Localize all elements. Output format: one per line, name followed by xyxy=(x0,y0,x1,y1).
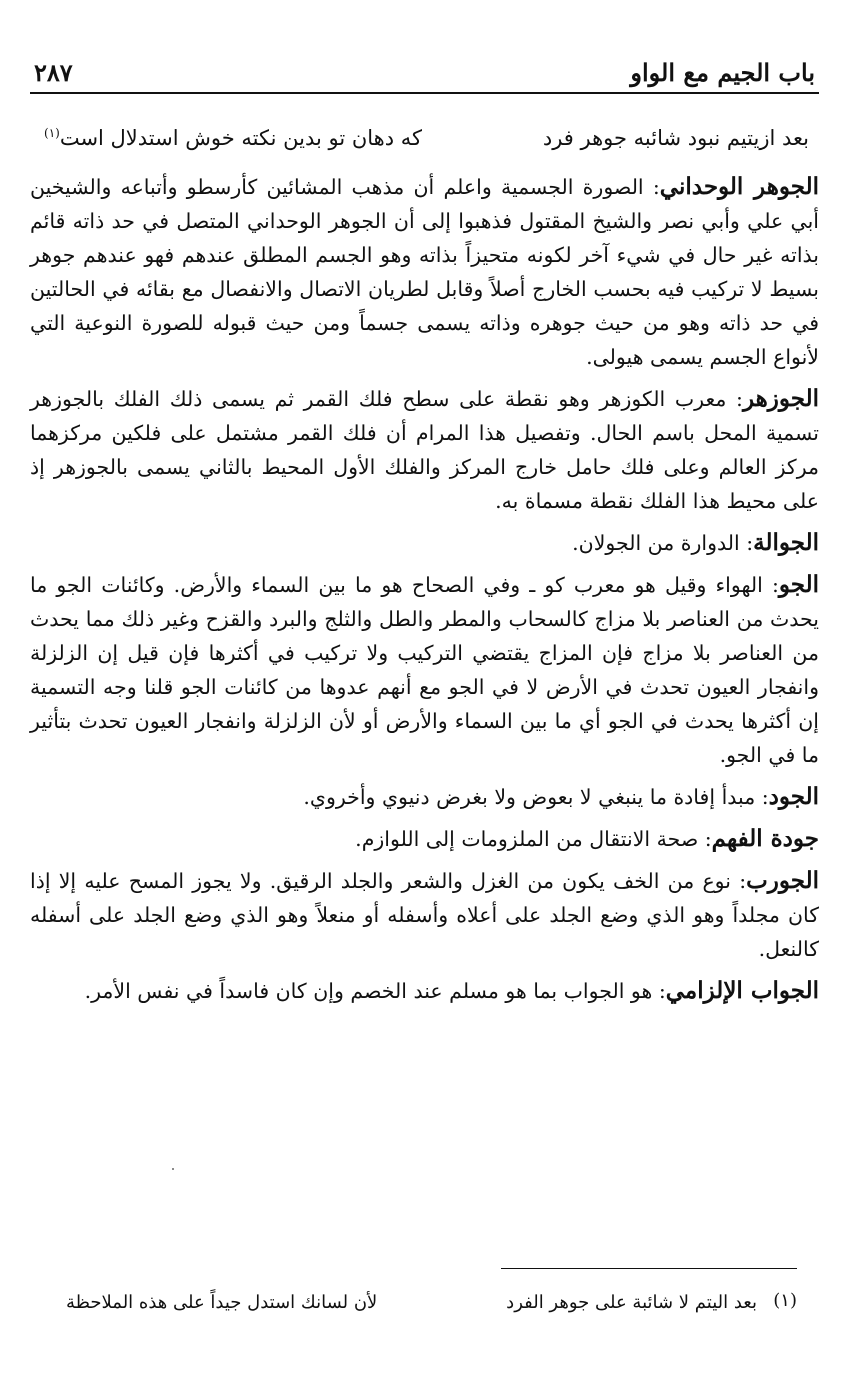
footnote-divider xyxy=(501,1268,797,1269)
entry-jud xyxy=(30,780,819,814)
entry-jawhar-wahdani xyxy=(30,170,819,374)
footnote-hemistich-1: بعد اليتم لا شائبة على جوهر الفرد xyxy=(506,1292,757,1313)
entry-definition: : هو الجواب بما هو مسلم عند الخصم وإن كان فاسداً في نفس الأمر. xyxy=(84,979,666,1003)
footnote-hemistich-2: لأن لسانك استدل جيداً على هذه الملاحظة xyxy=(66,1292,378,1313)
entry-definition: : صحة الانتقال من الملزومات إلى اللوازم. xyxy=(355,827,712,851)
entry-jaww xyxy=(30,568,819,772)
entry-definition: : الهواء وقيل هو معرب كو ـ وفي الصحاح هو ما بين السماء والأرض. وكائنات الجو ما يحدث من العناصر بلا مزاج كالسحاب والمطر والطل والثلج والبرد والقزح وغير ذلك مما يحدث من العناصر بلا مزاج فإن المزاج يقتضي التركيب ولا تركيب في أكثرها فإن قيل إن الزلزلة وانفجار العيون تحدث في الأرض لا في الجو مع أنهم عدوها من كائنات الجو قلنا وجه التسمية إن أكثرها يحدث في الجو أي ما بين السماء والأرض أو لأن الزلزلة وانفجار العيون تحدث بتأثير ما في الجو. xyxy=(30,573,819,767)
chapter-title: باب الجيم مع الواو xyxy=(630,58,815,87)
persian-verse xyxy=(30,122,819,162)
entry-term: الجود xyxy=(768,783,819,810)
footnote xyxy=(30,1290,819,1326)
verse-hemistich-2: كه دهان تو بدين نكته خوش استدلال است$^{(١)}$ xyxy=(44,126,423,150)
entry-term: الجواب الإلزامي xyxy=(665,977,819,1004)
verse-hemistich-1: بعد ازيتيم نبود شائبه جوهر فرد xyxy=(542,126,809,150)
entry-term: الجورب xyxy=(746,867,819,894)
entry-term: الجوهر الوحداني xyxy=(659,173,819,200)
entry-definition: : معرب الكوزهر وهو نقطة على سطح فلك القمر ثم يسمى ذلك الفلك بالجوزهر تسمية المحل باسم الحال. وتفصيل هذا المرام أن فلك القمر مشتمل على فلكين مركزهما مركز العالم وعلى فلك حامل خارج المركز والفلك الأول المحيط بالثاني يسمى بالجوزهر إذ على محيط هذا الفلك نقطة مسماة به. xyxy=(30,387,819,513)
entry-jawwala xyxy=(30,526,819,560)
running-header xyxy=(30,56,819,94)
page-number: ٢٨٧ xyxy=(34,58,73,87)
entry-jawdat-al-fahm xyxy=(30,822,819,856)
footnote-number: (١) xyxy=(773,1290,797,1311)
entry-term: جودة الفهم xyxy=(711,825,819,852)
entry-definition: : الصورة الجسمية واعلم أن مذهب المشائين كأرسطو وأتباعه والشيخين أبي علي وأبي نصر والشيخ المقتول فذهبوا إلى أن الجوهر الوحداني المتصل في حد ذاته قائم بذاته غير حال في شيء آخر لكونه متحيزاً بذاته وهو الجسم المطلق عندهم فهو عندهم جوهر بسيط لا تركيب فيه بحسب الخارج أصلاً وقابل لطريان الاتصال والانفصال مع بقائه في الحالتين في حد ذاته وهو من حيث جوهره وذاته يسمى جسماً ومن حيث قبوله للصورة النوعية التي لأنواع الجسم يسمى هيولى. xyxy=(30,175,819,369)
entry-definition: : الدوارة من الجولان. xyxy=(572,531,754,555)
entry-term: الجوزهر xyxy=(742,385,819,412)
print-speck xyxy=(172,1168,174,1170)
footnote-reference: (١) xyxy=(44,126,60,140)
entry-jawzahar xyxy=(30,382,819,518)
entry-term: الجو xyxy=(778,571,819,598)
entry-jawab-ilzami xyxy=(30,974,819,1008)
entry-definition: : نوع من الخف يكون من الغزل والشعر والجلد الرقيق. ولا يجوز المسح عليه إلا إذا كان مجلداً وهو الذي وضع الجلد على أعلاه وأسفله أو منعلاً وهو الذي وضع الجلد على أسفله كالنعل. xyxy=(30,869,819,961)
dictionary-entries xyxy=(30,170,819,1016)
entry-definition: : مبدأ إفادة ما ينبغي لا بعوض ولا بغرض دنيوي وأخروي. xyxy=(303,785,769,809)
entry-term: الجوالة xyxy=(753,529,819,556)
entry-jawrab xyxy=(30,864,819,966)
